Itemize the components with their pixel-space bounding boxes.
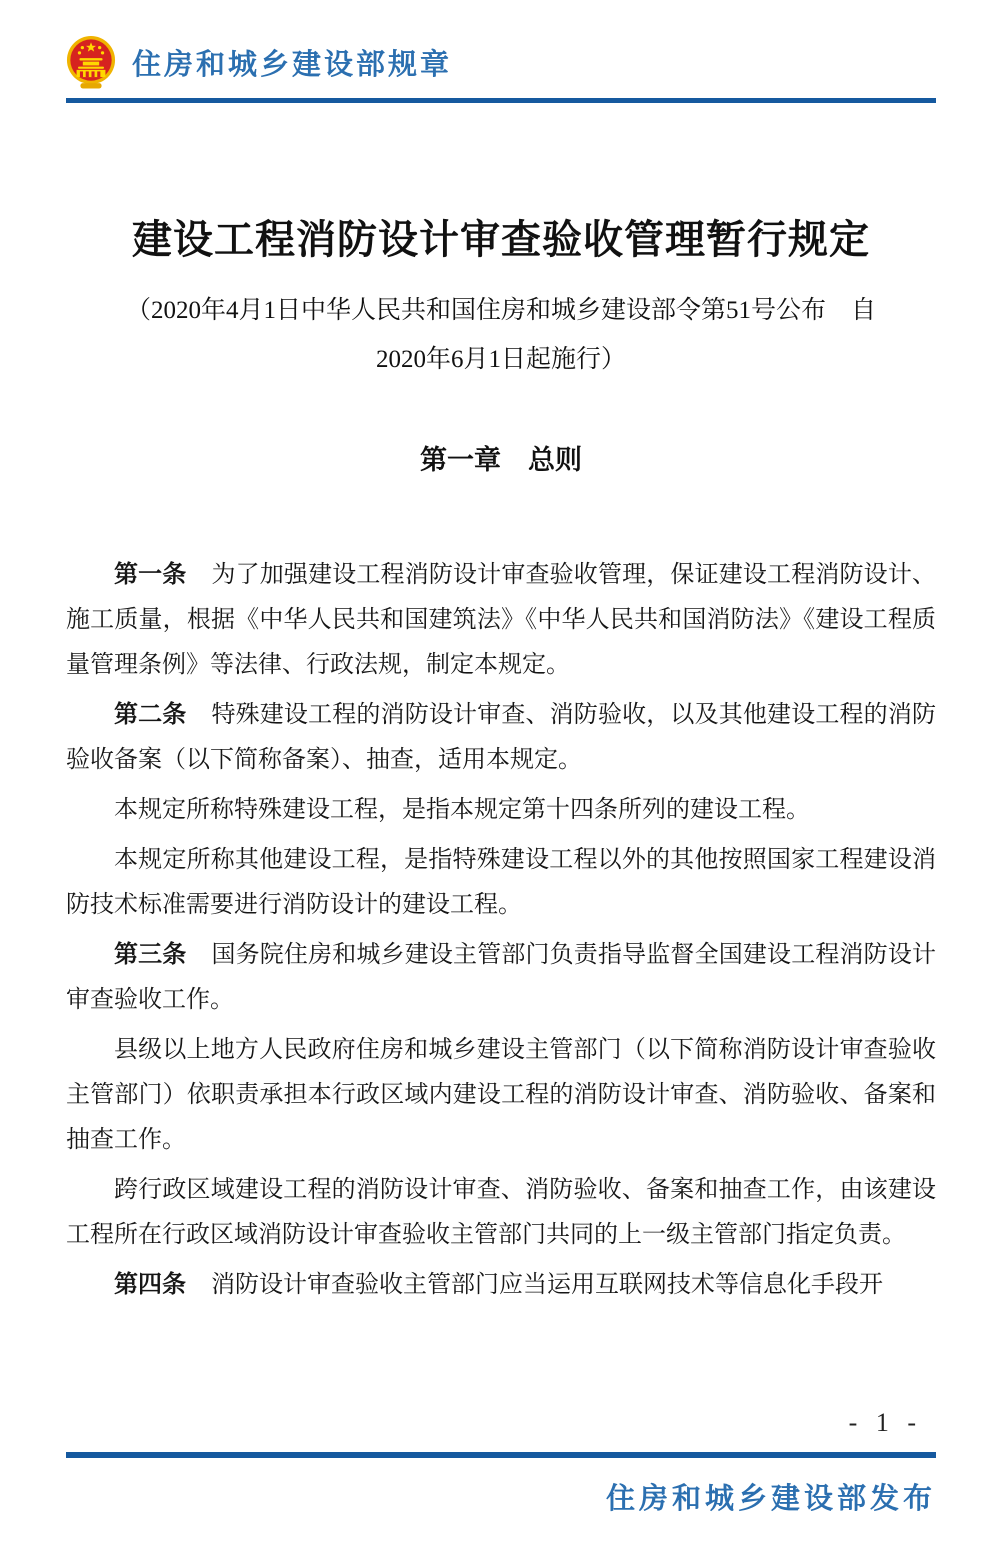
- paragraph-text: 本规定所称其他建设工程，是指特殊建设工程以外的其他按照国家工程建设消防技术标准需要进行消防设计的建设工程。: [66, 847, 936, 918]
- paragraph-article-4: [66, 1263, 936, 1308]
- paragraph-text: 国务院住房和城乡建设主管部门负责指导监督全国建设工程消防设计审查验收工作。: [66, 942, 936, 1013]
- publisher-label: 住房和城乡建设部发布: [605, 1483, 936, 1515]
- paragraph-text: 跨行政区域建设工程的消防设计审查、消防验收、备案和抽查工作，由该建设工程所在行政区域消防设计审查验收主管部门共同的上一级主管部门指定负责。: [66, 1177, 936, 1248]
- paragraph-article-2-clause-2: [66, 788, 936, 833]
- page-number: - 1 -: [848, 1408, 922, 1437]
- document-main: [66, 216, 936, 1308]
- body-text: [66, 553, 936, 1308]
- paragraph-article-3: [66, 933, 936, 1023]
- header-rule: [66, 98, 936, 103]
- article-number: 第二条: [114, 702, 187, 728]
- paragraph-article-2-clause-3: [66, 838, 936, 928]
- document-header: [66, 33, 936, 103]
- paragraph-article-3-clause-3: [66, 1168, 936, 1258]
- footer-rule: [66, 1452, 936, 1458]
- national-emblem-icon: [66, 34, 116, 90]
- header-agency-label: 住房和城乡建设部规章: [132, 48, 453, 81]
- paragraph-text: 特殊建设工程的消防设计审查、消防验收，以及其他建设工程的消防验收备案（以下简称备案）、抽查，适用本规定。: [66, 702, 936, 773]
- article-number: 第三条: [114, 942, 187, 968]
- chapter-heading: 第一章 总则: [420, 445, 582, 475]
- paragraph-article-2: [66, 693, 936, 783]
- article-number: 第一条: [114, 562, 187, 588]
- article-number: 第四条: [114, 1272, 186, 1298]
- paragraph-text: 县级以上地方人民政府住房和城乡建设主管部门（以下简称消防设计审查验收主管部门）依职责承担本行政区域内建设工程的消防设计审查、消防验收、备案和抽查工作。: [66, 1037, 936, 1153]
- document-title: 建设工程消防设计审查验收管理暂行规定: [132, 217, 870, 262]
- document-subtitle: [66, 286, 936, 384]
- subtitle-line-1: （2020年4月1日中华人民共和国住房和城乡建设部令第51号公布 自: [125, 297, 876, 324]
- paragraph-article-1: [66, 553, 936, 688]
- paragraph-text: 为了加强建设工程消防设计审查验收管理，保证建设工程消防设计、施工质量，根据《中华人民共和国建筑法》《中华人民共和国消防法》《建设工程质量管理条例》等法律、行政法规，制定本规定。: [66, 562, 936, 678]
- subtitle-line-2: 2020年6月1日起施行）: [375, 346, 626, 373]
- paragraph-article-3-clause-2: [66, 1028, 936, 1163]
- paragraph-text: 本规定所称特殊建设工程，是指本规定第十四条所列的建设工程。: [114, 797, 810, 823]
- paragraph-text: 消防设计审查验收主管部门应当运用互联网技术等信息化手段开: [211, 1272, 883, 1298]
- header-row: [66, 33, 936, 91]
